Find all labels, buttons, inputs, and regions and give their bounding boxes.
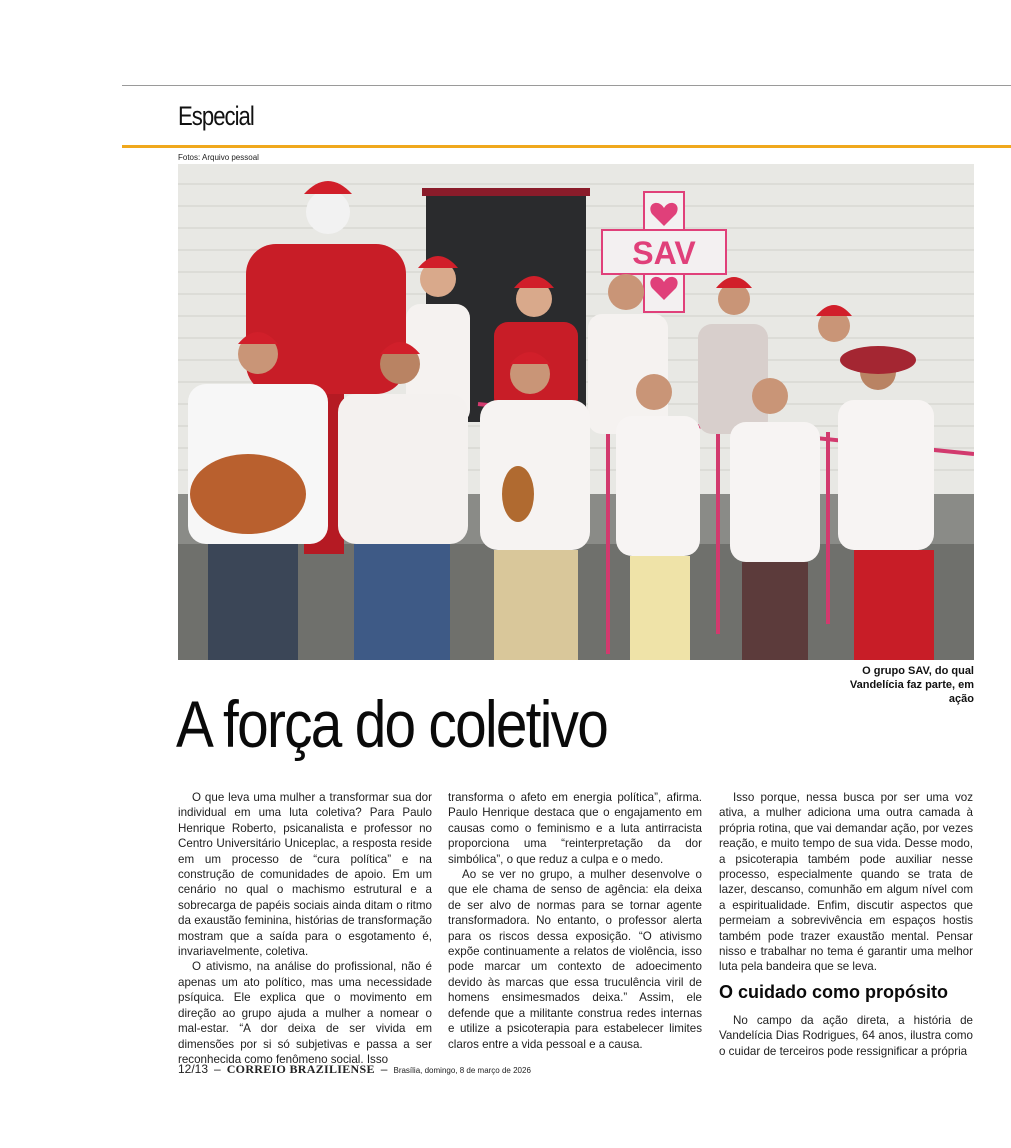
page-footer: [178, 1062, 531, 1077]
group-photo-illustration: [178, 164, 974, 660]
paragraph: O que leva uma mulher a transformar sua dor individual em uma luta coletiva? Para Paulo Henrique Roberto, psicanalista e professor no Centro Universitário Uniceplac, a resposta reside em um processo de “cura política” e na construção de comunidades de apoio. Em um cenário no qual o machismo estrutural e a sobrecarga de papéis sociais ainda ditam o ritmo da exaustão feminina, histórias de transformação mostram que a saída para o esgotamento é, invariavelmente, coletiva.: [178, 791, 432, 959]
photo-caption: O grupo SAV, do qual Vandelícia faz parte, em ação: [849, 665, 974, 705]
group-photo: [178, 164, 974, 660]
article-headline: A força do coletivo: [176, 687, 608, 761]
newspaper-brand: CORREIO BRAZILIENSE: [226, 1062, 375, 1076]
paragraph: Isso porque, nessa busca por ser uma voz ativa, a mulher adiciona uma outra camada à própria rotina, que vai demandar ação, por vezes reação, e muito tempo de sua vida. Desse modo, a psicoterapia também pode auxiliar nesse processo, especialmente quando se trata de lazer, descanso, comunhão em algum nível com a espiritualidade. Enfim, discutir aspectos que permeiam a sobrevivência em espaços hostis também pode trazer exaustão mental. Pensar nisso e trabalhar no tema é garantir uma melhor luta pela bandeira que se leva.: [719, 791, 973, 974]
article-column-1: [178, 790, 432, 1067]
photo-credit: Fotos: Arquivo pessoal: [178, 153, 259, 162]
paragraph: No campo da ação direta, a história de Vandelícia Dias Rodrigues, 64 anos, ilustra como o cuidar de terceiros pode ressignificar a própria: [719, 1013, 973, 1058]
article-column-2: [448, 790, 702, 1052]
edition-date: Brasília, domingo, 8 de março de 2026: [393, 1066, 531, 1075]
section-accent-rule: [122, 145, 1011, 148]
top-rule: [122, 85, 1011, 86]
paragraph: transforma o afeto em energia política”, afirma. Paulo Henrique destaca que o engajamento em causas como o feminismo e a luta antirracista proporciona uma “reinterpretação da dor simbólica”, o que reduz a culpa e o medo.: [448, 791, 702, 866]
paragraph: Ao se ver no grupo, a mulher desenvolve o que ele chama de senso de agência: ela deixa de ser alvo de normas para se tornar agente transformadora. No entanto, o professor alerta para os riscos dessa exposição. “O ativismo expõe continuamente a relatos de violência, isso pode marcar um contexto de adoecimento devido às marcas que essa truculência viril de homens ensimesmados deixa.” Assim, ele defende que a militante construa redes internas e utilize a psicoterapia para estabelecer limites claros entre a vida pessoal e a causa.: [448, 868, 702, 1051]
section-label: Especial: [178, 101, 254, 131]
svg-text:SAV: SAV: [632, 235, 696, 271]
paragraph: O ativismo, na análise do profissional, não é apenas um ato político, mas uma necessidade psíquica. Ele explica que o movimento em direção ao grupo ajuda a mulher a nomear o mal-estar. “A dor deixa de ser vivida em dimensões por si só subjetivas e passa a ser reconhecida como fenômeno social. Isso: [178, 960, 432, 1066]
page-numbers: 12/13: [178, 1062, 209, 1076]
article-column-3: [719, 790, 973, 1059]
article-subhead: O cuidado como propósito: [719, 981, 948, 1002]
footer-separator: –: [214, 1062, 221, 1076]
footer-separator: –: [380, 1062, 388, 1076]
